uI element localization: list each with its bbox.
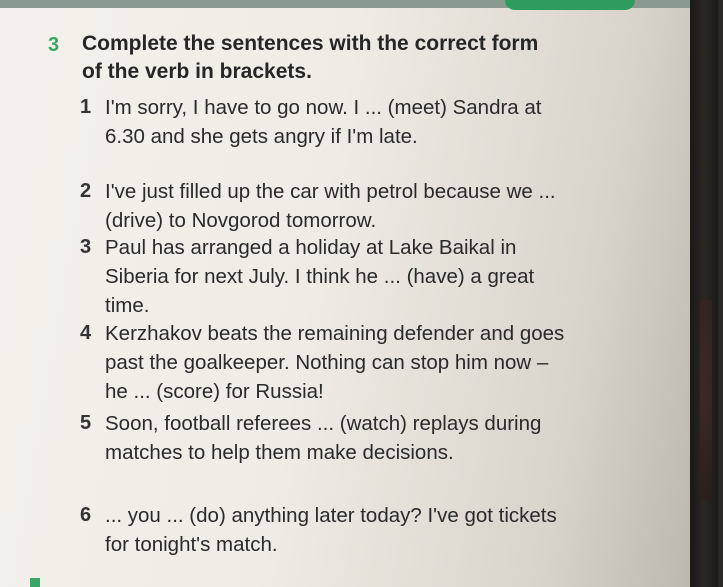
item-number: 5 xyxy=(80,412,92,434)
item-text: Soon, football referees ... (watch) replays during matches to help them make decisions. xyxy=(105,412,542,464)
item-number: 2 xyxy=(80,180,92,202)
item-text: I'm sorry, I have to go now. I ... (meet) Sandra at 6.30 and she gets angry if I'm late. xyxy=(105,96,542,148)
exercise-instruction: Complete the sentences with the correct form of the verb in brackets. xyxy=(82,32,539,83)
item-number: 6 xyxy=(80,504,92,526)
item-text: Paul has arranged a holiday at Lake Baikal in Siberia for next July. I think he ... (have) a great time. xyxy=(105,236,535,317)
item-number: 4 xyxy=(80,322,92,344)
item-text: I've just filled up the car with petrol because we ... (drive) to Novgorod tomorrow. xyxy=(105,180,556,232)
item-number: 3 xyxy=(80,236,92,258)
item-number: 1 xyxy=(80,96,92,118)
item-text: ... you ... (do) anything later today? I've got tickets for tonight's match. xyxy=(105,504,557,556)
corner-tab xyxy=(505,0,635,10)
item-text: Kerzhakov beats the remaining defender and goes past the goalkeeper. Nothing can stop him now – he ... (score) for Russia! xyxy=(105,322,565,403)
exercise-number: 3 xyxy=(48,34,60,56)
next-exercise-hint xyxy=(30,578,230,587)
spine-shadow xyxy=(700,300,712,500)
